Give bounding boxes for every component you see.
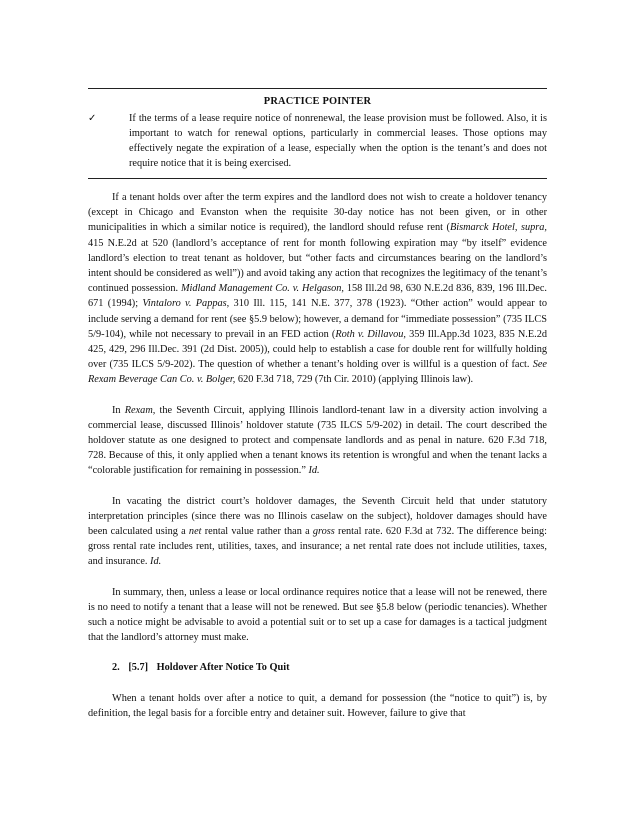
section-heading xyxy=(88,660,547,675)
text-run: 415 N.E.2d at 520 (landlord’s acceptance of rent for month following expiration may “by itself” evidence landlord’s election to treat tenant as holdover, but “other facts and circumstances bearing on the landlord’s intent should be considered as well”)) and avoid taking any action that recognizes the legitimacy of the tenant’s continued possession. xyxy=(88,237,547,295)
text-run: 620 F.3d 718, 729 (7th Cir. 2010) (applying Illinois law). xyxy=(235,374,474,386)
section-number: 2. xyxy=(112,662,120,674)
case-citation: Vintaloro v. Pappas, xyxy=(142,298,230,310)
case-citation: Roth v. Dillavou, xyxy=(335,328,406,340)
text-run: In xyxy=(112,404,125,416)
case-citation: See Rexam Beverage Can Co. v. Bolger, xyxy=(88,359,547,386)
text-run: rental value rather than a xyxy=(201,526,313,538)
text-run: the Seventh Circuit, applying Illinois landlord-tenant law in a diversity action involving a commercial lease, discussed Illinois’ holdover statute (735 ILCS 5/9-202) in detail. The court described the holdover statute as one designed to protect and compensate landlords and as penal in nature. 620 F.3d 718, 728. Because of this, it only applied when a tenant knows its retention is wrongful and when the tenant lacks a “colorable justification for remaining in possession.” xyxy=(88,404,548,477)
practice-pointer-text: If the terms of a lease require notice of nonrenewal, the lease provision must be followed. Also, it is important to watch for renewal options, particularly in commercial leases. Those options may effectively negate the expiration of a lease, especially when the option is the tenant’s and does not require notice that it is being exercised. xyxy=(129,113,547,169)
paragraph-notice-to-quit: When a tenant holds over after a notice to quit, a demand for possession (the “notice to quit”) is, by definition, the legal basis for a forcible entry and detainer suit. However, failure to give that xyxy=(88,692,547,719)
checkmark-icon: ✓ xyxy=(88,113,97,124)
section-title: Holdover After Notice To Quit xyxy=(156,662,290,674)
text-run: If a tenant holds over after the term expires and the landlord does not wish to create a holdover tenancy (except in Chicago and Evanston when the requisite 30-day notice has not been given, or in other municipalities in which a similar notice is required), the landlord should refuse rent ( xyxy=(88,192,547,234)
text-run: rental rate. 620 F.3d at 732. The difference being: gross rental rate includes rent, utilities, taxes, and insurance; a net rental rate does not include utilities, taxes, and insurance. xyxy=(88,526,547,568)
emphasis: net xyxy=(188,526,202,538)
section-reference: [5.7] xyxy=(128,662,149,674)
case-citation: Rexam, xyxy=(124,404,156,416)
emphasis: gross xyxy=(312,526,335,538)
text-run: 310 Ill. 115, 141 N.E. 377, 378 (1923). “Other action” would appear to include serving a demand for rent (see §5.9 below); however, a demand for “immediate possession” (735 ILCS 5/9-104), while not necessary to prevail in an FED action ( xyxy=(88,298,547,340)
practice-pointer-row xyxy=(88,111,547,178)
body-text xyxy=(88,190,547,736)
text-run: 359 Ill.App.3d 1023, 835 N.E.2d 425, 429, 296 Ill.Dec. 391 (2d Dist. 2005)), could help to establish a case for double rent for willfully holding over (735 ILCS 5/9-202). The question of whether a tenant’s holding over is willful is a question of fact. xyxy=(88,328,547,371)
paragraph-rexam xyxy=(88,403,547,479)
paragraph-summary: In summary, then, unless a lease or local ordinance requires notice that a lease will not be renewed, there is no need to notify a tenant that a lease will not be renewed. But see §5.8 below (periodic tenancies). Whether such a notice might be advisable to avoid a potential suit or to set up a case for damages is a tactical judgment that the landlord’s attorney must make. xyxy=(88,586,547,644)
case-citation: Midland Management Co. v. Helgason, xyxy=(180,283,345,295)
practice-pointer-box xyxy=(88,88,547,179)
case-citation: Id. xyxy=(150,556,162,568)
case-citation: Bismarck Hotel, supra, xyxy=(449,222,548,234)
paragraph-holdover-tenancy xyxy=(88,190,547,388)
text-run: 158 Ill.2d 98, 630 N.E.2d 836, 839, 196 Ill.Dec. 671 (1994); xyxy=(88,283,547,310)
paragraph-holdover-damages xyxy=(88,494,547,570)
text-run: In vacating the district court’s holdover damages, the Seventh Circuit held that under statutory interpretation principles (since there was no Illinois caselaw on the subject), holdover damages should have been calculated using a xyxy=(88,495,547,538)
practice-pointer-title: PRACTICE POINTER xyxy=(263,96,372,107)
case-citation: Id. xyxy=(308,465,320,477)
